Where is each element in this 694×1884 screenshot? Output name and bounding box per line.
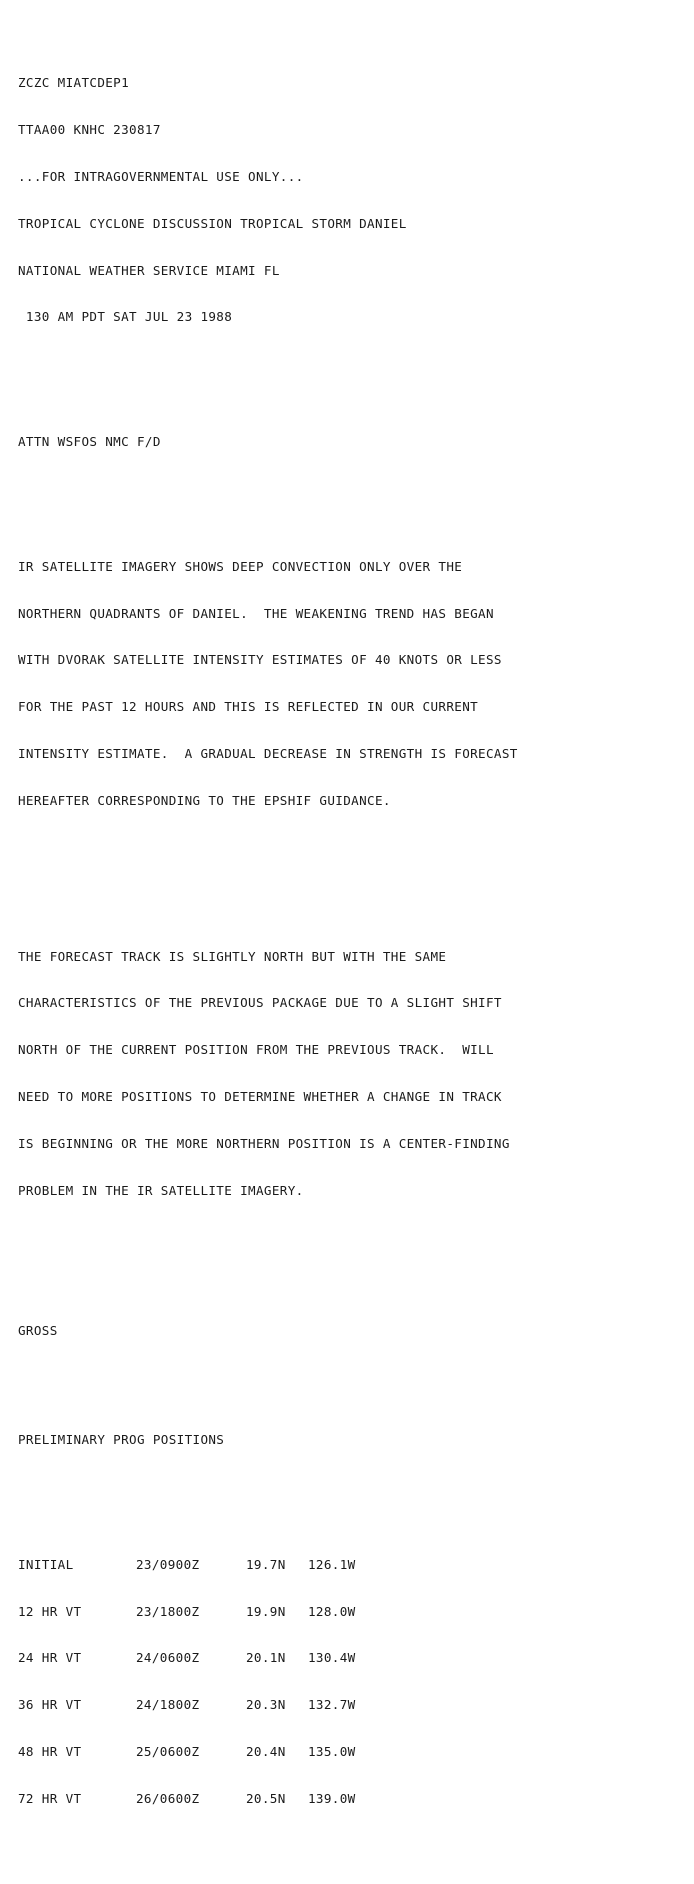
position-label: 48 HR VT [18, 1743, 82, 1759]
position-time: 24/0600Z [136, 1650, 200, 1666]
position-lat: 20.4N [246, 1743, 286, 1759]
position-lon: 126.1W [308, 1556, 356, 1572]
position-lon: 132.7W [308, 1697, 356, 1713]
position-row [18, 1744, 518, 1760]
paragraph-line: NORTH OF THE CURRENT POSITION FROM THE PREVIOUS TRACK. WILL [18, 1042, 494, 1058]
position-time: 24/1800Z [136, 1697, 200, 1713]
position-lat: 20.1N [246, 1650, 286, 1666]
paragraph-line: INTENSITY ESTIMATE. A GRADUAL DECREASE IN STRENGTH IS FORECAST [18, 745, 518, 761]
paragraph-line: CHARACTERISTICS OF THE PREVIOUS PACKAGE DUE TO A SLIGHT SHIFT [18, 995, 502, 1011]
header-block [18, 44, 518, 356]
header-line: ZCZC MIATCDEP1 [18, 75, 130, 91]
position-lat: 20.3N [246, 1697, 286, 1713]
paragraph-2 [18, 917, 518, 1229]
header-line: NATIONAL WEATHER SERVICE MIAMI FL [18, 262, 280, 278]
header-line: 130 AM PDT SAT JUL 23 1988 [18, 309, 233, 325]
paragraph-line: FOR THE PAST 12 HOURS AND THIS IS REFLECTED IN OUR CURRENT [18, 699, 479, 715]
position-lon: 128.0W [308, 1603, 356, 1619]
signature: GROSS [18, 1322, 58, 1338]
paragraph-line: IR SATELLITE IMAGERY SHOWS DEEP CONVECTION ONLY OVER THE [18, 558, 463, 574]
positions-heading: PRELIMINARY PROG POSITIONS [18, 1432, 225, 1448]
paragraph-line: THE FORECAST TRACK IS SLIGHTLY NORTH BUT WITH THE SAME [18, 948, 447, 964]
position-row [18, 1557, 518, 1573]
position-row [18, 1697, 518, 1713]
discussion-document [18, 13, 518, 1853]
position-time: 26/0600Z [136, 1790, 200, 1806]
attn-line: ATTN WSFOS NMC F/D [18, 434, 161, 450]
paragraph-line: NEED TO MORE POSITIONS TO DETERMINE WHETHER A CHANGE IN TRACK [18, 1088, 502, 1104]
position-label: 24 HR VT [18, 1650, 82, 1666]
position-lon: 135.0W [308, 1743, 356, 1759]
position-label: 36 HR VT [18, 1697, 82, 1713]
paragraph-line: PROBLEM IN THE IR SATELLITE IMAGERY. [18, 1182, 304, 1198]
position-row [18, 1791, 518, 1807]
position-row [18, 1650, 518, 1666]
header-line: ...FOR INTRAGOVERNMENTAL USE ONLY... [18, 168, 304, 184]
position-time: 25/0600Z [136, 1743, 200, 1759]
position-lat: 20.5N [246, 1790, 286, 1806]
position-row [18, 1604, 518, 1620]
paragraph-1 [18, 528, 518, 840]
position-time: 23/0900Z [136, 1556, 200, 1572]
positions-table [18, 1526, 518, 1838]
position-lon: 139.0W [308, 1790, 356, 1806]
header-line: TROPICAL CYCLONE DISCUSSION TROPICAL STORM DANIEL [18, 215, 407, 231]
paragraph-line: IS BEGINNING OR THE MORE NORTHERN POSITION IS A CENTER-FINDING [18, 1135, 510, 1151]
position-label: INITIAL [18, 1556, 74, 1572]
position-lat: 19.7N [246, 1556, 286, 1572]
paragraph-line: NORTHERN QUADRANTS OF DANIEL. THE WEAKENING TREND HAS BEGAN [18, 605, 494, 621]
position-label: 72 HR VT [18, 1790, 82, 1806]
position-lat: 19.9N [246, 1603, 286, 1619]
position-time: 23/1800Z [136, 1603, 200, 1619]
paragraph-line: HEREAFTER CORRESPONDING TO THE EPSHIF GUIDANCE. [18, 792, 391, 808]
position-label: 12 HR VT [18, 1603, 82, 1619]
header-line: TTAA00 KNHC 230817 [18, 122, 161, 138]
paragraph-line: WITH DVORAK SATELLITE INTENSITY ESTIMATES OF 40 KNOTS OR LESS [18, 652, 502, 668]
position-lon: 130.4W [308, 1650, 356, 1666]
